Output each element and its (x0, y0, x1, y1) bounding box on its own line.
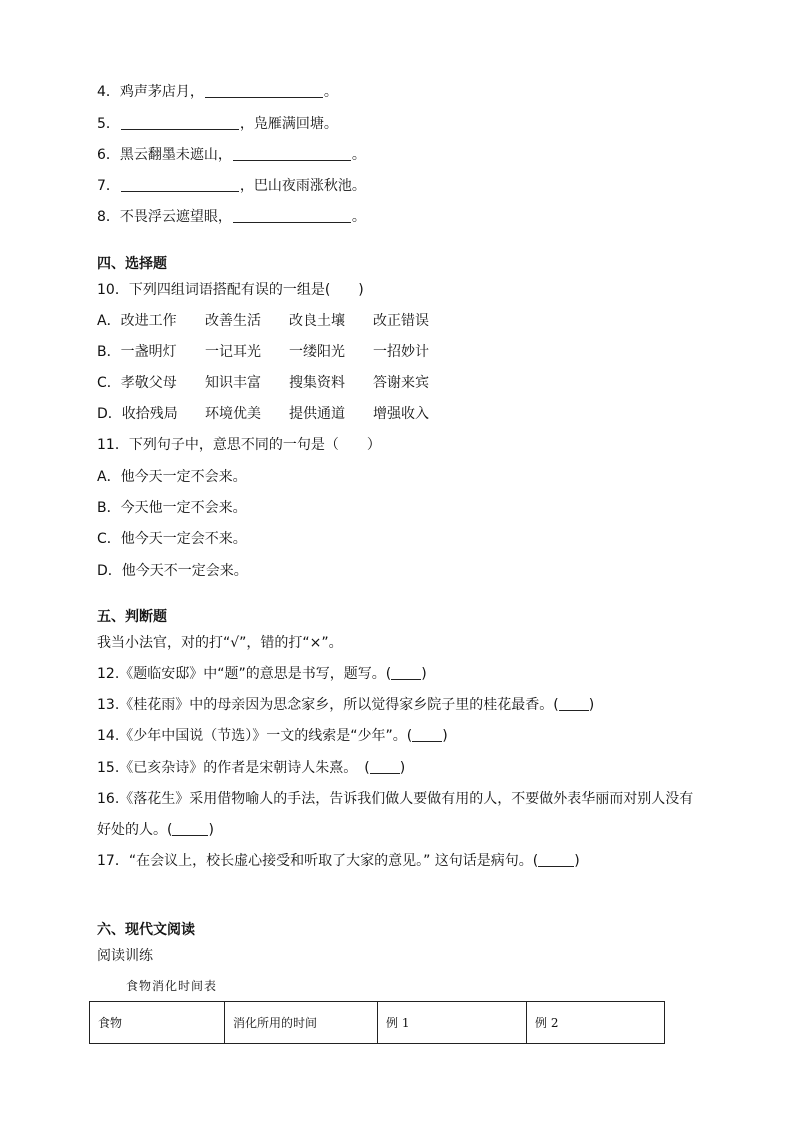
table-header-cell: 食物 (90, 1002, 225, 1044)
question-10: 10．下列四组词语搭配有误的一组是( ) (97, 282, 364, 298)
section-title-reading: 六、现代文阅读 (97, 922, 195, 938)
table-row (90, 1002, 665, 1044)
q10-option-b[interactable]: B．一盏明灯 一记耳光 一缕阳光 一招妙计 (97, 344, 429, 360)
answer-blank[interactable] (559, 696, 589, 711)
q10-option-a[interactable]: A．改进工作 改善生活 改良土壤 改正错误 (97, 313, 429, 329)
answer-blank[interactable] (121, 115, 239, 130)
q10-option-d[interactable]: D．收拾残局 环境优美 提供通道 增强收入 (97, 406, 429, 422)
answer-blank[interactable] (233, 208, 351, 223)
table-header-cell: 消化所用的时间 (225, 1002, 378, 1044)
q11-option-c[interactable]: C．他今天一定会不来。 (97, 531, 247, 547)
judgement-intro: 我当小法官，对的打“√”，错的打“×”。 (97, 635, 343, 651)
question-14: 14.《少年中国说（节选）》一文的线索是“少年”。( ) (97, 728, 448, 744)
table-caption: 食物消化时间表 (126, 979, 218, 993)
poem-line-6: 6．黑云翻墨未遮山， 。 (97, 147, 366, 163)
poem-line-7: 7． ，巴山夜雨涨秋池。 (97, 178, 366, 194)
question-16-continued: 好处的人。( ) (97, 822, 214, 838)
answer-blank[interactable] (172, 821, 208, 836)
table-header-cell: 例 2 (527, 1002, 665, 1044)
reading-subtitle: 阅读训练 (97, 948, 153, 964)
q10-option-c[interactable]: C．孝敬父母 知识丰富 搜集资料 答谢来宾 (97, 375, 429, 391)
answer-blank[interactable] (121, 177, 239, 192)
poem-line-4: 4．鸡声茅店月， 。 (97, 84, 338, 100)
answer-blank[interactable] (370, 759, 400, 774)
digestion-table (89, 1001, 665, 1044)
poem-line-5: 5． ，凫雁满回塘。 (97, 116, 338, 132)
question-15: 15.《已亥杂诗》的作者是宋朝诗人朱熹。 ( ) (97, 760, 406, 776)
q11-option-d[interactable]: D．他今天不一定会来。 (97, 563, 248, 579)
answer-blank[interactable] (391, 665, 421, 680)
q11-option-b[interactable]: B．今天他一定不会来。 (97, 500, 247, 516)
question-12: 12.《题临安邸》中“题”的意思是书写，题写。( ) (97, 666, 427, 682)
answer-blank[interactable] (233, 146, 351, 161)
question-11: 11．下列句子中，意思不同的一句是（ ） (97, 437, 381, 453)
question-13: 13.《桂花雨》中的母亲因为思念家乡，所以觉得家乡院子里的桂花最香。( ) (97, 697, 595, 713)
q11-option-a[interactable]: A．他今天一定不会来。 (97, 469, 247, 485)
poem-line-8: 8．不畏浮云遮望眼， 。 (97, 209, 366, 225)
question-17: 17．“在会议上，校长虚心接受和听取了大家的意见。” 这句话是病句。( ) (97, 853, 580, 869)
section-title-judgement: 五、判断题 (97, 609, 167, 625)
section-title-choice: 四、选择题 (97, 256, 167, 272)
answer-blank[interactable] (538, 852, 574, 867)
question-16: 16.《落花生》采用借物喻人的手法，告诉我们做人要做有用的人，不要做外表华丽而对别人没有 (97, 791, 694, 807)
answer-blank[interactable] (412, 727, 442, 742)
answer-blank[interactable] (205, 83, 323, 98)
table-header-cell: 例 1 (378, 1002, 527, 1044)
